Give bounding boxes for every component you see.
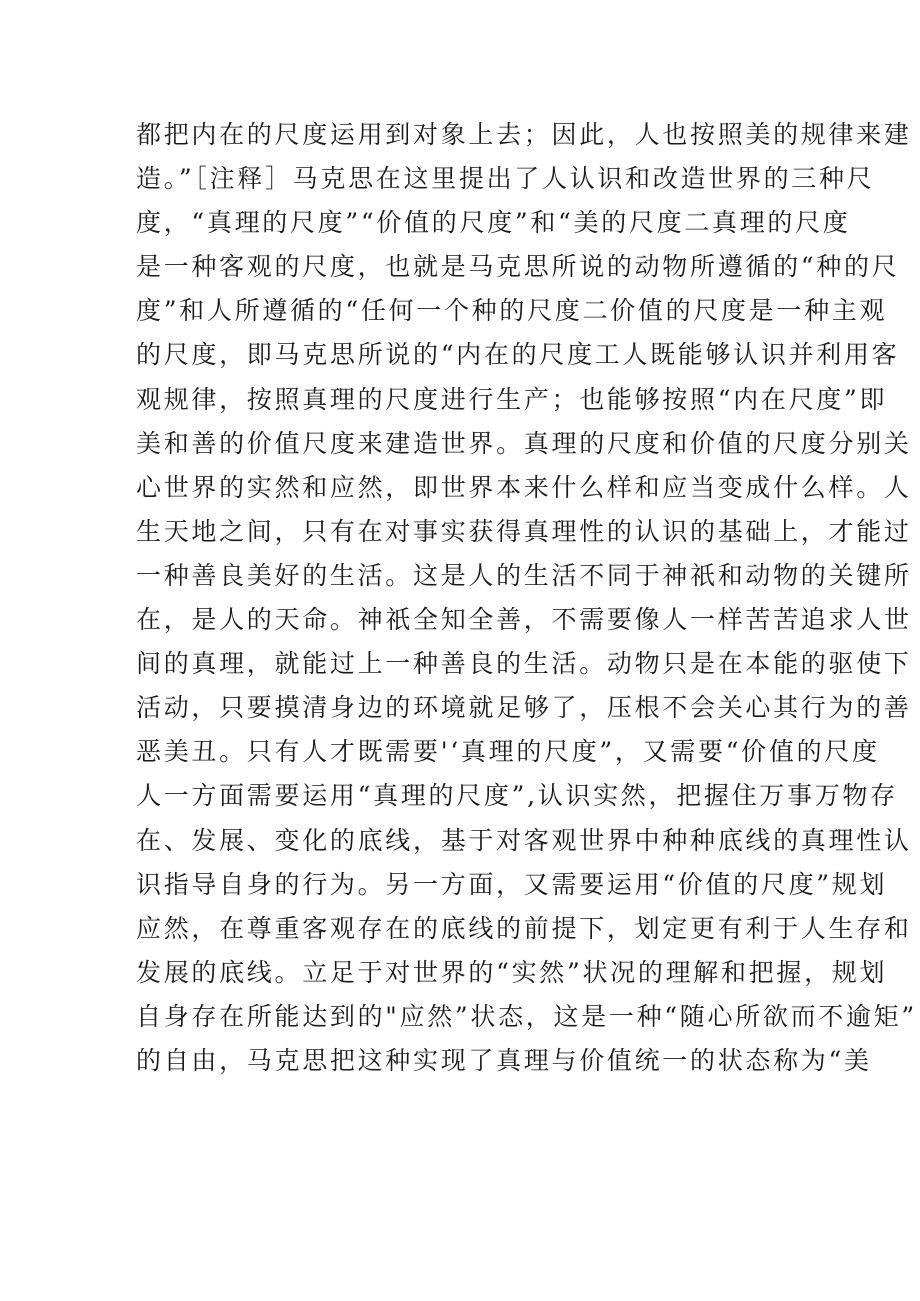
text-line-15: 恶美丑。只有人才既需要'‘真理的尺度”，又需要“价值的尺度 — [136, 737, 880, 767]
text-line-20: 发展的底线。立足于对世界的“实然”状况的理解和把握，规划 — [136, 957, 888, 987]
text-line-18: 识指导自身的行为。另一方面，又需要运用“价值的尺度”规划 — [136, 869, 888, 899]
body-text — [136, 113, 917, 1083]
text-line-13: 间的真理，就能过上一种善良的生活。动物只是在本能的驱使下 — [136, 649, 912, 679]
text-line-1: 都把内在的尺度运用到对象上去；因此，人也按照美的规律来建 — [136, 120, 912, 149]
text-line-19: 应然，在尊重客观存在的底线的前提下，划定更有利于人生存和 — [136, 913, 912, 943]
text-line-3: 度，“真理的尺度”“价值的尺度”和“美的尺度二真理的尺度 — [136, 208, 851, 238]
text-line-5: 度”和人所遵循的“任何一个种的尺度二价值的尺度是一种主观 — [136, 296, 888, 326]
text-line-7: 观规律，按照真理的尺度进行生产；也能够按照“内在尺度”即 — [136, 384, 888, 414]
text-line-6: 的尺度，即马克思所说的“内在的尺度工人既能够认识并利用客 — [136, 340, 900, 370]
text-line-12: 在，是人的天命。神祇全知全善，不需要像人一样苦苦追求人世 — [136, 605, 912, 635]
text-line-21: 自身存在所能达到的"应然”状态，这是一种“随心所欲而不逾矩” — [136, 1001, 917, 1031]
text-line-11: 一种善良美好的生活。这是人的生活不同于神祇和动物的关键所 — [136, 560, 912, 590]
text-line-10: 生天地之间，只有在对事实获得真理性的认识的基础上，才能过 — [136, 516, 912, 546]
text-line-4: 是一种客观的尺度，也就是马克思所说的动物所遵循的“种的尺 — [136, 252, 900, 282]
text-line-14: 活动，只要摸清身边的环境就足够了，压根不会关心其行为的善 — [136, 693, 912, 723]
text-line-2: 造。”［注释］马克思在这里提出了人认识和改造世界的三种尺 — [136, 164, 875, 194]
text-line-17: 在、发展、变化的底线，基于对客观世界中种种底线的真理性认 — [136, 825, 912, 855]
text-line-8: 美和善的价值尺度来建造世界。真理的尺度和价值的尺度分别关 — [136, 428, 912, 458]
text-line-9: 心世界的实然和应然，即世界本来什么样和应当变成什么样。人 — [136, 472, 912, 502]
text-line-16: 人一方面需要运用“真理的尺度”,认识实然，把握住万事万物存 — [136, 781, 898, 811]
text-line-22: 的自由，马克思把这种实现了真理与价值统一的状态称为“美 — [136, 1045, 872, 1075]
